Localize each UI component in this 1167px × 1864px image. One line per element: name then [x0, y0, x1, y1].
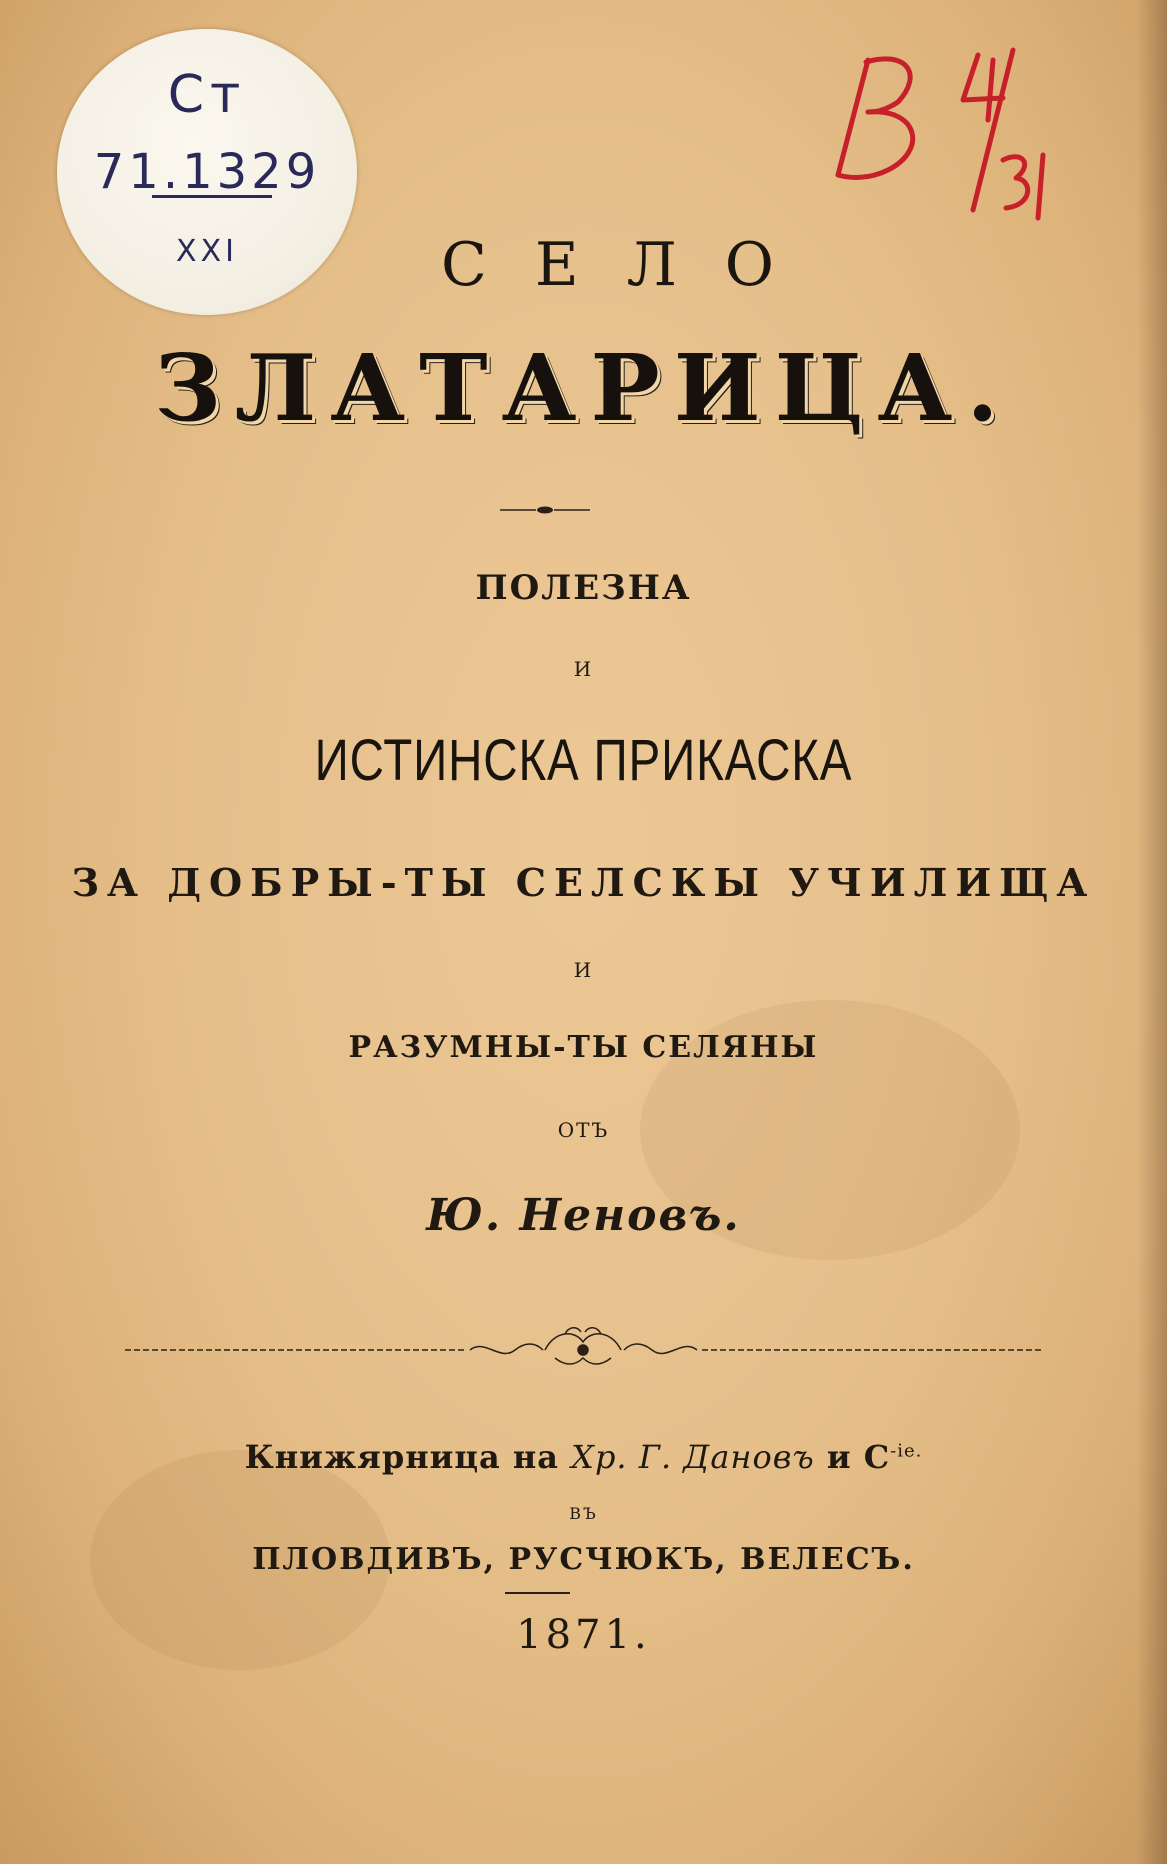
decorative-rule-ornament	[125, 1320, 1042, 1370]
subtitle-line-3: ЗА ДОБРЫ-ТЫ СЕЛСКЫ УЧИЛИЩА	[71, 860, 1096, 905]
author-name: Ю. Неновъ.	[426, 1190, 741, 1241]
sticker-collection-code: Ст	[167, 65, 247, 125]
sticker-call-number: 71.1329	[93, 144, 321, 200]
subtitle-line-2: ИСТИНСКА ПРИКАСКА	[314, 728, 853, 793]
short-rule-divider	[505, 1592, 570, 1594]
subtitle-line-1: ПОЛЕЗНА	[475, 568, 692, 608]
subtitle-conjunction-1: И	[573, 657, 594, 681]
publisher-company-suffix: -ie.	[890, 1440, 923, 1462]
sticker-volume: XXI	[176, 234, 238, 269]
small-divider-ornament	[500, 505, 590, 515]
publisher-company: и С	[814, 1438, 891, 1476]
imprint-cities: ПЛОВДИВЪ, РУСЧЮКЪ, ВЕЛЕСЪ.	[252, 1542, 915, 1577]
red-shelfmark-drawing	[828, 40, 1058, 230]
publisher-line	[0, 1438, 1167, 1476]
subtitle-line-4: РАЗУМНЫ-ТЫ СЕЛЯНЫ	[348, 1030, 819, 1065]
title-line-2: ЗЛАТАРИЦА.	[154, 334, 1013, 442]
byline-from: ОТЪ	[557, 1118, 610, 1142]
publisher-prefix: Книжярница на	[244, 1438, 572, 1476]
imprint-in: ВЪ	[569, 1504, 598, 1523]
red-shelfmark	[828, 40, 1058, 230]
publisher-name: Хр. Г. Дановъ	[571, 1438, 815, 1476]
subtitle-conjunction-2: И	[573, 958, 594, 982]
title-line-1: СЕЛО	[441, 230, 822, 300]
imprint-year: 1871.	[516, 1612, 651, 1658]
